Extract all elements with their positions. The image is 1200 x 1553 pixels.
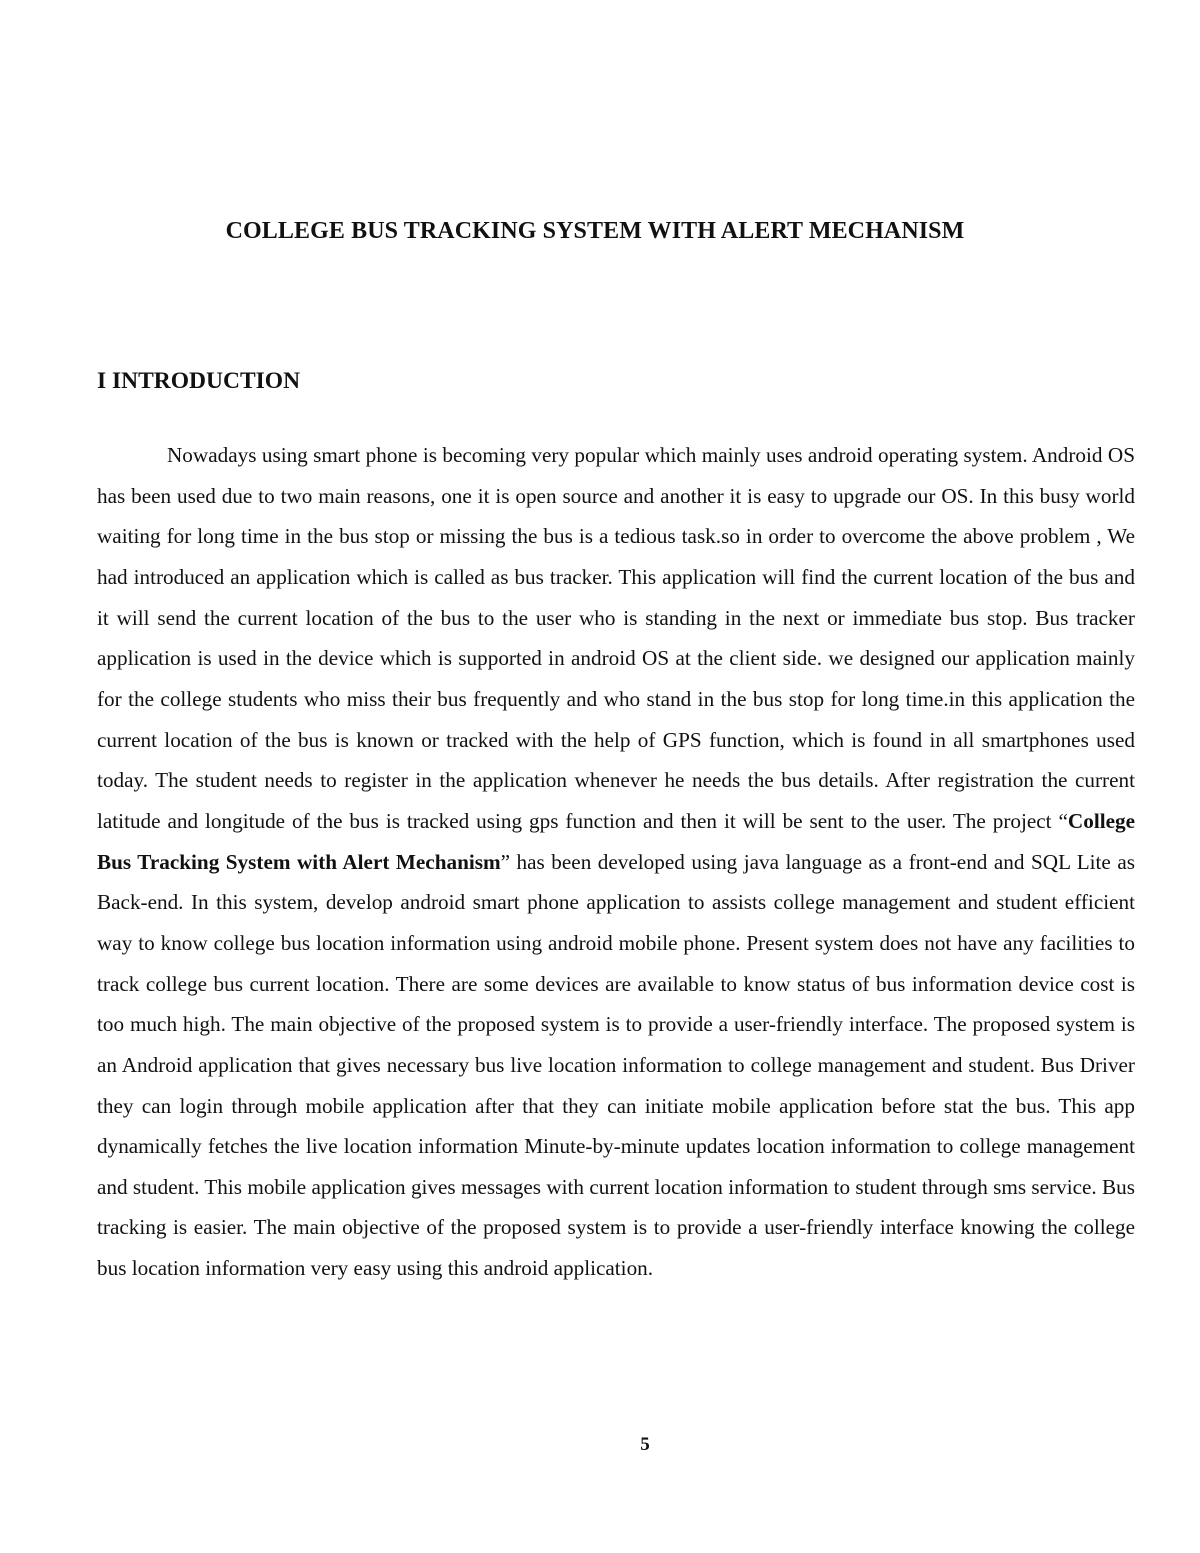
section-heading: I INTRODUCTION — [97, 368, 301, 394]
page-number: 5 — [640, 1434, 650, 1455]
introduction-paragraph — [97, 435, 1135, 1289]
document-title: COLLEGE BUS TRACKING SYSTEM WITH ALERT MECHANISM — [225, 218, 965, 244]
paragraph-text-part-1: Nowadays using smart phone is becoming very popular which mainly uses android operating system. Android OS has been used due to two main reasons, one it is open source and another it is easy to upgrade our OS. In this busy world waiting for long time in the bus stop or missing the bus is a tedious task.so in order to overcome the above problem , We had introduced an application which is called as bus tracker. This application will find the current location of the bus and it will send the current location of the bus to the user who is standing in the next or immediate bus stop. Bus tracker application is used in the device which is supported in android OS at the client side. we designed our application mainly for the college students who miss their bus frequently and who stand in the bus stop for long time.in this application the current location of the bus is known or tracked with the help of GPS function, which is found in all smartphones used today. The student needs to register in the application whenever he needs the bus details. After registration the current latitude and longitude of the bus is tracked using gps function and then it will be sent to the user. The project “ — [97, 443, 1135, 833]
project-name: College Bus Tracking System with Alert Mechanism — [97, 808, 1135, 874]
paragraph-text-part-2: ” has been developed using java language as a front-end and SQL Lite as Back-end. In this system, develop android smart phone application to assists college management and student efficient way to know college bus location information using android mobile phone. Present system does not have any facilities to track college bus current location. There are some devices are available to know status of bus information device cost is too much high. The main objective of the proposed system is to provide a user-friendly interface. The proposed system is an Android application that gives necessary bus live location information to college management and student. Bus Driver they can login through mobile application after that they can initiate mobile application before stat the bus. This app dynamically fetches the live location information Minute-by-minute updates location information to college management and student. This mobile application gives messages with current location information to student through sms service. Bus tracking is easier. The main objective of the proposed system is to provide a user-friendly interface knowing the college bus location information very easy using this android application. — [97, 849, 1135, 1281]
